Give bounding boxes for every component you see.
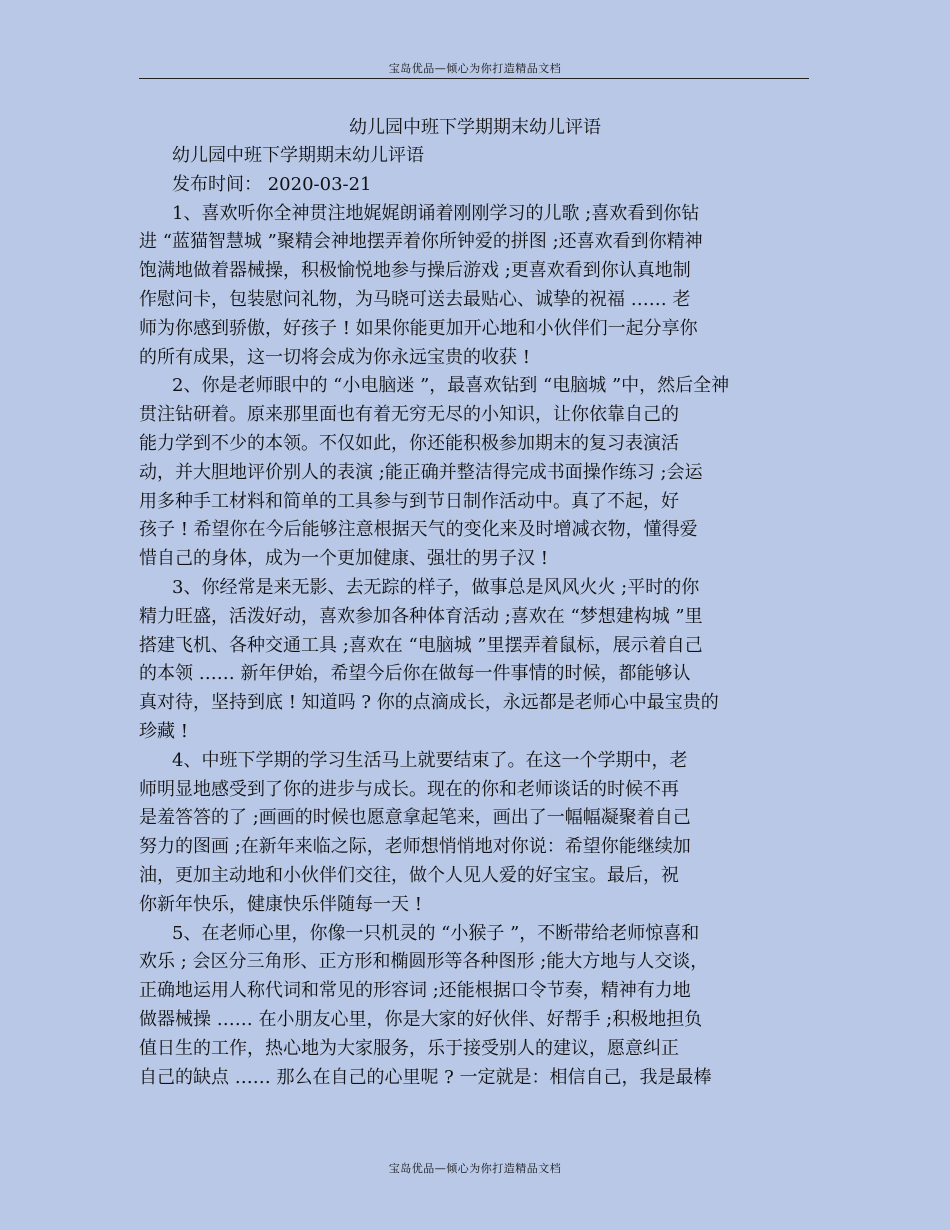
paragraph-line: 师明显地感受到了你的进步与成长。现在的你和老师谈话的时候不再 — [139, 778, 679, 800]
paragraph-line: 油，更加主动地和小伙伴们交往，做个人见人爱的好宝宝。最后，祝 — [139, 864, 679, 886]
paragraph-line: 真对待，坚持到底 ! 知道吗 ? 你的点滴成长，永远都是老师心中最宝贵的 — [139, 692, 719, 714]
paragraph-line: 你新年快乐，健康快乐伴随每一天 ! — [139, 893, 422, 915]
header-divider — [139, 78, 809, 79]
document-body — [0, 114, 950, 1092]
paragraph-line: 动，并大胆地评价别人的表演 ;能正确并整洁得完成书面操作练习 ;会运 — [139, 461, 703, 483]
paragraph-line: 3、你经常是来无影、去无踪的样子，做事总是风风火火 ;平时的你 — [172, 576, 700, 598]
paragraph-line: 搭建飞机、各种交通工具 ;喜欢在 “电脑城 ”里摆弄着鼠标，展示着自己 — [139, 634, 703, 656]
paragraph-line: 用多种手工材料和简单的工具参与到节日制作活动中。真了不起，好 — [139, 490, 679, 512]
paragraph-line: 惜自己的身体，成为一个更加健康、强壮的男子汉 ! — [139, 548, 548, 570]
page-footer: 宝岛优品—倾心为你打造精品文档 — [388, 1162, 562, 1175]
paragraph-line: 孩子 ! 希望你在今后能够注意根据天气的变化来及时增减衣物，懂得爱 — [139, 519, 698, 541]
paragraph-line: 正确地运用人称代词和常见的形容词 ;还能根据口令节奏，精神有力地 — [139, 980, 691, 1002]
paragraph-line: 饱满地做着器械操，积极愉悦地参与操后游戏 ;更喜欢看到你认真地制 — [139, 260, 691, 282]
paragraph-line: 能力学到不少的本领。不仅如此，你还能积极参加期末的复习表演活 — [139, 432, 679, 454]
paragraph-lines — [0, 200, 950, 1093]
paragraph-line: 是羞答答的了 ;画画的时候也愿意拿起笔来，画出了一幅幅凝聚着自己 — [139, 807, 691, 829]
paragraph-line: 进 “蓝猫智慧城 ”聚精会神地摆弄着你所钟爱的拼图 ;还喜欢看到你精神 — [139, 231, 703, 253]
paragraph-line: 5、在老师心里，你像一只机灵的 “小猴子 ”，不断带给老师惊喜和 — [172, 922, 700, 944]
paragraph-line: 精力旺盛，活泼好动，喜欢参加各种体育活动 ;喜欢在 “梦想建构城 ”里 — [139, 605, 703, 627]
paragraph-line: 2、你是老师眼中的 “小电脑迷 ”，最喜欢钻到 “电脑城 ”中，然后全神 — [172, 375, 730, 397]
page-header: 宝岛优品—倾心为你打造精品文档 — [388, 62, 562, 75]
paragraph-line: 的本领 …… 新年伊始，希望今后你在做每一件事情的时候，都能够认 — [139, 663, 691, 685]
paragraph-line: 贯注钻研着。原来那里面也有着无穷无尽的小知识，让你依靠自己的 — [139, 404, 679, 426]
paragraph-line: 努力的图画 ;在新年来临之际，老师想悄悄地对你说：希望你能继续加 — [139, 836, 691, 858]
paragraph-line: 做器械操 …… 在小朋友心里，你是大家的好伙伴、好帮手 ;积极地担负 — [139, 1008, 703, 1030]
paragraph-line: 1、喜欢听你全神贯注地娓娓朗诵着刚刚学习的儿歌 ;喜欢看到你钻 — [172, 202, 700, 224]
paragraph-line: 欢乐 ; 会区分三角形、正方形和椭圆形等各种图形 ;能大方地与人交谈， — [139, 951, 709, 973]
paragraph-line: 师为你感到骄傲，好孩子 ! 如果你能更加开心地和小伙伴们一起分享你 — [139, 317, 698, 339]
paragraph-line: 作慰问卡，包装慰问礼物，为马晓可送去最贴心、诚挚的祝福 …… 老 — [139, 288, 691, 310]
document-title: 幼儿园中班下学期期末幼儿评语 — [349, 117, 601, 138]
paragraph-line: 自己的缺点 …… 那么在自己的心里呢 ? 一定就是：相信自己，我是最棒 — [139, 1066, 712, 1088]
paragraph-line: 值日生的工作，热心地为大家服务，乐于接受别人的建议，愿意纠正 — [139, 1037, 679, 1059]
paragraph-line: 4、中班下学期的学习生活马上就要结束了。在这一个学期中，老 — [172, 749, 688, 771]
paragraph-line: 的所有成果，这一切将会成为你永远宝贵的收获 ! — [139, 346, 530, 368]
document-subtitle: 幼儿园中班下学期期末幼儿评语 — [172, 145, 424, 166]
paragraph-line: 珍藏 ! — [139, 720, 188, 742]
publish-date: 发布时间： 2020-03-21 — [172, 173, 372, 195]
